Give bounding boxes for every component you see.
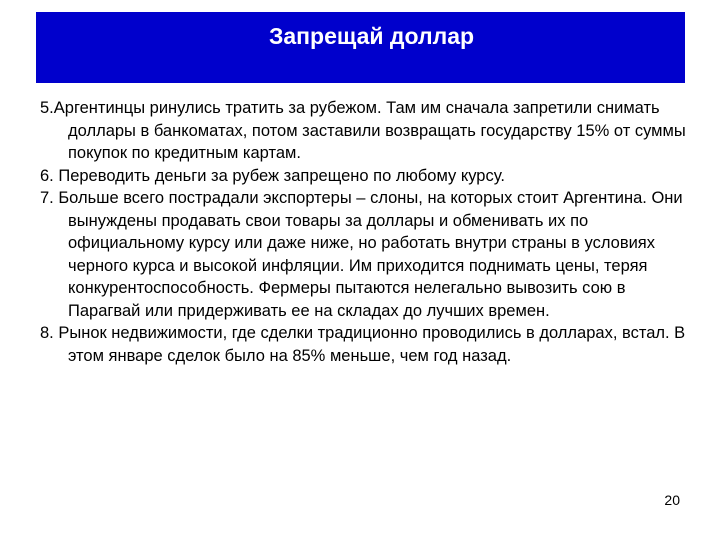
slide-content <box>40 97 690 367</box>
page-number: 20 <box>664 492 680 508</box>
slide-title: Запрещай доллар <box>268 23 475 49</box>
list-item: 6. Переводить деньги за рубеж запрещено по любому курсу. <box>40 166 505 185</box>
list-item: 5.Аргентинцы ринулись тратить за рубежом. Там им сначала запретили снимать доллары в банкоматах, потом заставили возвращать государству 15% от суммы покупок по кредитным картам. <box>40 99 686 162</box>
list-item: 7. Больше всего пострадали экспортеры – слоны, на которых стоит Аргентина. Они вынуждены продавать свои товары за доллары и обменивать их по официальному курсу или даже ниже, но работать внутри страны в условиях черного курса и высокой инфляции. Им приходится поднимать цены, теряя конкурентоспособность. Фермеры пытаются нелегально вывозить сою в Парагвай или придерживать ее на складах до лучших времен. <box>40 189 683 320</box>
title-bar <box>36 12 685 83</box>
list-item: 8. Рынок недвижимости, где сделки традиционно проводились в долларах, встал. В этом январе сделок было на 85% меньше, чем год назад. <box>40 324 686 365</box>
